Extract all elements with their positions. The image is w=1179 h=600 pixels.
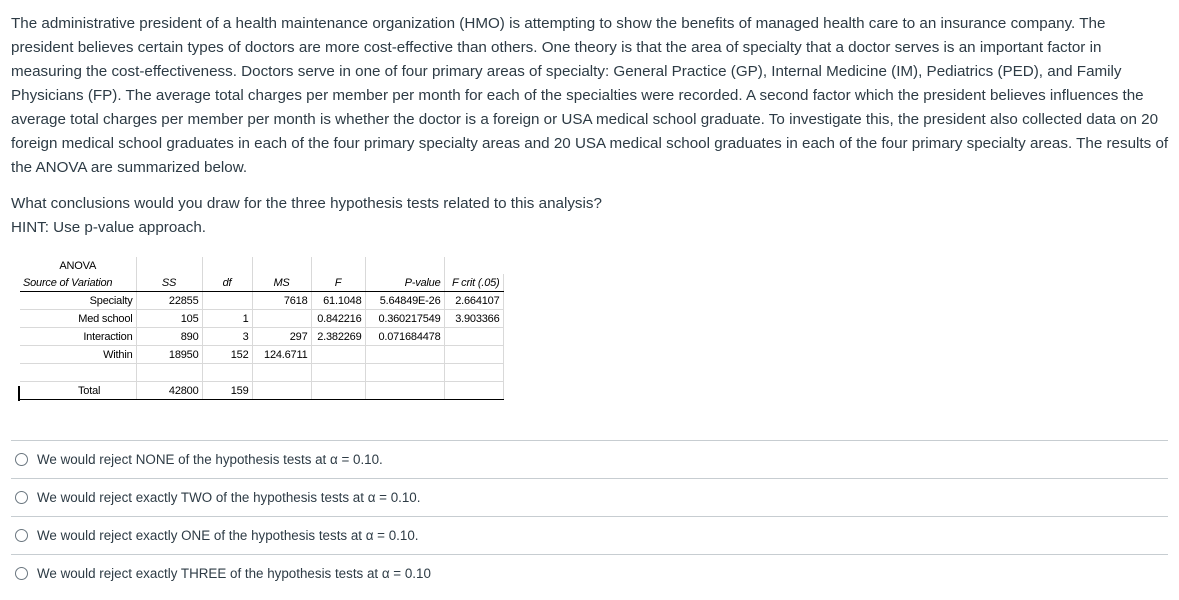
row-source: Med school: [20, 310, 136, 328]
row-df: 3: [202, 328, 252, 346]
table-row: [20, 310, 503, 328]
row-source: Specialty: [20, 292, 136, 310]
row-source: Interaction: [20, 328, 136, 346]
row-ms: 297: [252, 328, 311, 346]
radio-button[interactable]: [15, 491, 28, 504]
total-df: 159: [202, 382, 252, 400]
row-ss: 105: [136, 310, 202, 328]
row-f: 2.382269: [311, 328, 365, 346]
row-fcrit: [444, 328, 503, 346]
anova-header-row: [20, 274, 503, 292]
row-ms: [252, 310, 311, 328]
radio-button[interactable]: [15, 567, 28, 580]
anova-title: ANOVA: [20, 257, 136, 274]
row-fcrit: 2.664107: [444, 292, 503, 310]
option-label: We would reject exactly TWO of the hypothesis tests at α = 0.10.: [37, 490, 421, 505]
row-df: 152: [202, 346, 252, 364]
option-label: We would reject exactly ONE of the hypothesis tests at α = 0.10.: [37, 528, 419, 543]
row-source: Within: [20, 346, 136, 364]
row-f: [311, 346, 365, 364]
table-row: [20, 346, 503, 364]
row-ss: 890: [136, 328, 202, 346]
row-ms: 124.6711: [252, 346, 311, 364]
header-df: df: [202, 274, 252, 292]
total-ss: 42800: [136, 382, 202, 400]
row-df: 1: [202, 310, 252, 328]
hint-text: HINT: Use p-value approach.: [11, 219, 206, 236]
row-f: 0.842216: [311, 310, 365, 328]
anova-table: [20, 257, 504, 400]
row-fcrit: [444, 346, 503, 364]
table-row: [20, 328, 503, 346]
row-df: [202, 292, 252, 310]
header-f: F: [311, 274, 365, 292]
row-pvalue: 5.64849E-26: [365, 292, 444, 310]
row-ss: 22855: [136, 292, 202, 310]
option-label: We would reject NONE of the hypothesis tests at α = 0.10.: [37, 452, 383, 467]
answer-options: [11, 440, 1168, 592]
row-pvalue: [365, 346, 444, 364]
question-text: What conclusions would you draw for the three hypothesis tests related to this analysis?: [11, 195, 602, 212]
table-row: [20, 292, 503, 310]
answer-option[interactable]: [11, 516, 1168, 554]
radio-button[interactable]: [15, 529, 28, 542]
text-cursor: [18, 386, 20, 401]
spacer-row: [20, 364, 503, 382]
row-ms: 7618: [252, 292, 311, 310]
header-ms: MS: [252, 274, 311, 292]
header-source: Source of Variation: [20, 274, 136, 292]
row-pvalue: 0.360217549: [365, 310, 444, 328]
problem-text: The administrative president of a health maintenance organization (HMO) is attempting to show the benefits of managed health care to an insurance company. The president believes certain types of doctors are more cost-effective than others. One theory is that the area of specialty that a doctor serves is an important factor in measuring the cost-effectiveness. Doctors serve in one of four primary areas of specialty: General Practice (GP), Internal Medicine (IM), Pediatrics (PED), and Family Physicians (FP). The average total charges per member per month for each of the specialties were recorded. A second factor which the president believes influences the average total charges per member per month is whether the doctor is a foreign or USA medical school graduate. To investigate this, the president also collected data on 20 foreign medical school graduates in each of the four primary specialty areas and 20 USA medical school graduates in each of the four primary specialty areas. The results of the ANOVA are summarized below.: [11, 15, 1169, 176]
answer-option[interactable]: [11, 554, 1168, 592]
answer-option[interactable]: [11, 478, 1168, 516]
row-fcrit: 3.903366: [444, 310, 503, 328]
row-ss: 18950: [136, 346, 202, 364]
header-ss: SS: [136, 274, 202, 292]
radio-button[interactable]: [15, 453, 28, 466]
row-pvalue: 0.071684478: [365, 328, 444, 346]
row-f: 61.1048: [311, 292, 365, 310]
total-row: [20, 382, 503, 400]
header-fcrit: F crit (.05): [444, 274, 503, 292]
header-pvalue: P-value: [365, 274, 444, 292]
answer-option[interactable]: [11, 440, 1168, 478]
total-source: Total: [20, 382, 136, 400]
option-label: We would reject exactly THREE of the hypothesis tests at α = 0.10: [37, 566, 431, 581]
